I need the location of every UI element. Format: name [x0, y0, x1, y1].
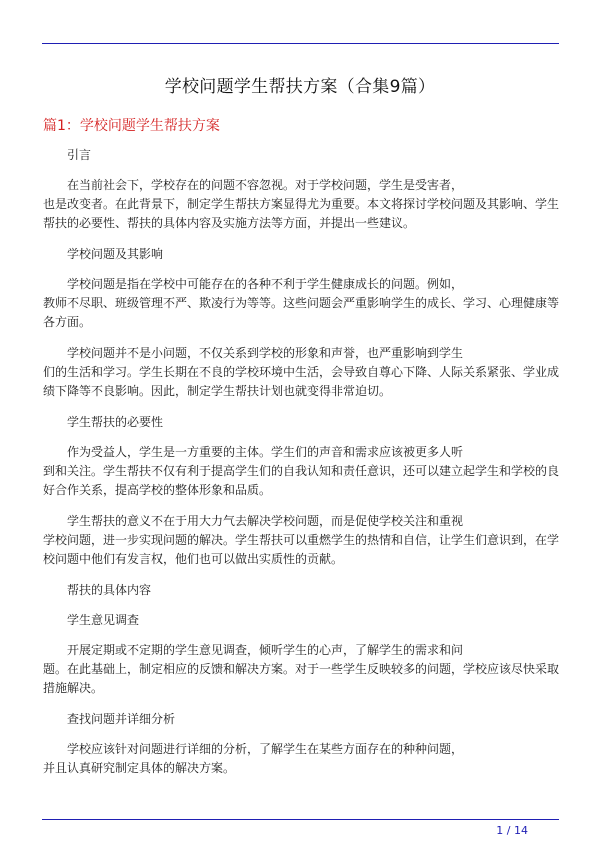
paragraph: 在当前社会下，学校存在的问题不容忽视。对于学校问题，学生是受害者， 也是改变者。在此背景下，制定学生帮扶方案显得尤为重要。本文将探讨学校问题及其影响、学生帮扶的必要性、帮扶的具体内容及实施方法等方面，并提出一些建议。: [43, 178, 560, 230]
paragraph: 学校问题是指在学校中可能存在的各种不利于学生健康成长的问题。例如， 教师不尽职、班级管理不严、欺凌行为等等。这些问题会严重影响学生的成长、学习、心理健康等各方面。: [43, 277, 560, 329]
subheading: 学生帮扶的必要性: [67, 415, 164, 429]
document-title: 学校问题学生帮扶方案（合集9篇）: [164, 77, 436, 97]
paragraph: 学校问题并不是小问题，不仅关系到学校的形象和声誉，也严重影响到学生 们的生活和学习。学生长期在不良的学校环境中生活，会导致自尊心下降、人际关系紧张、学业成绩下降等不良影响。因此，制定学生帮扶计划也就变得非常迫切。: [43, 346, 560, 398]
subheading: 帮扶的具体内容: [67, 583, 152, 597]
subheading: 学生意见调查: [67, 613, 140, 627]
paragraph: 开展定期或不定期的学生意见调查，倾听学生的心声，了解学生的需求和问 题。在此基础上，制定相应的反馈和解决方案。对于一些学生反映较多的问题，学校应该尽快采取措施解决。: [43, 643, 560, 695]
paragraph: 学生帮扶的意义不在于用大力气去解决学校问题，而是促使学校关注和重视 学校问题，进一步实现问题的解决。学生帮扶可以重燃学生的热情和自信，让学生们意识到，在学校问题中他们有发言权，他们也可以做出实质性的贡献。: [43, 514, 560, 566]
paragraph: 作为受益人，学生是一方重要的主体。学生们的声音和需求应该被更多人听 到和关注。学生帮扶不仅有利于提高学生们的自我认知和责任意识，还可以建立起学生和学校的良好合作关系，提高学校的整体形象和品质。: [43, 445, 560, 497]
paragraph: 学校应该针对问题进行详细的分析，了解学生在某些方面存在的种种问题， 并且认真研究制定具体的解决方案。: [43, 742, 464, 775]
subheading: 查找问题并详细分析: [67, 712, 176, 726]
page-indicator: 1 / 14: [496, 824, 528, 837]
section-heading: 篇1：学校问题学生帮扶方案: [43, 118, 220, 134]
header-rule: [42, 43, 559, 44]
document-body: [43, 146, 560, 790]
subheading: 引言: [67, 148, 92, 162]
footer-rule: [42, 819, 559, 820]
subheading: 学校问题及其影响: [67, 247, 164, 261]
